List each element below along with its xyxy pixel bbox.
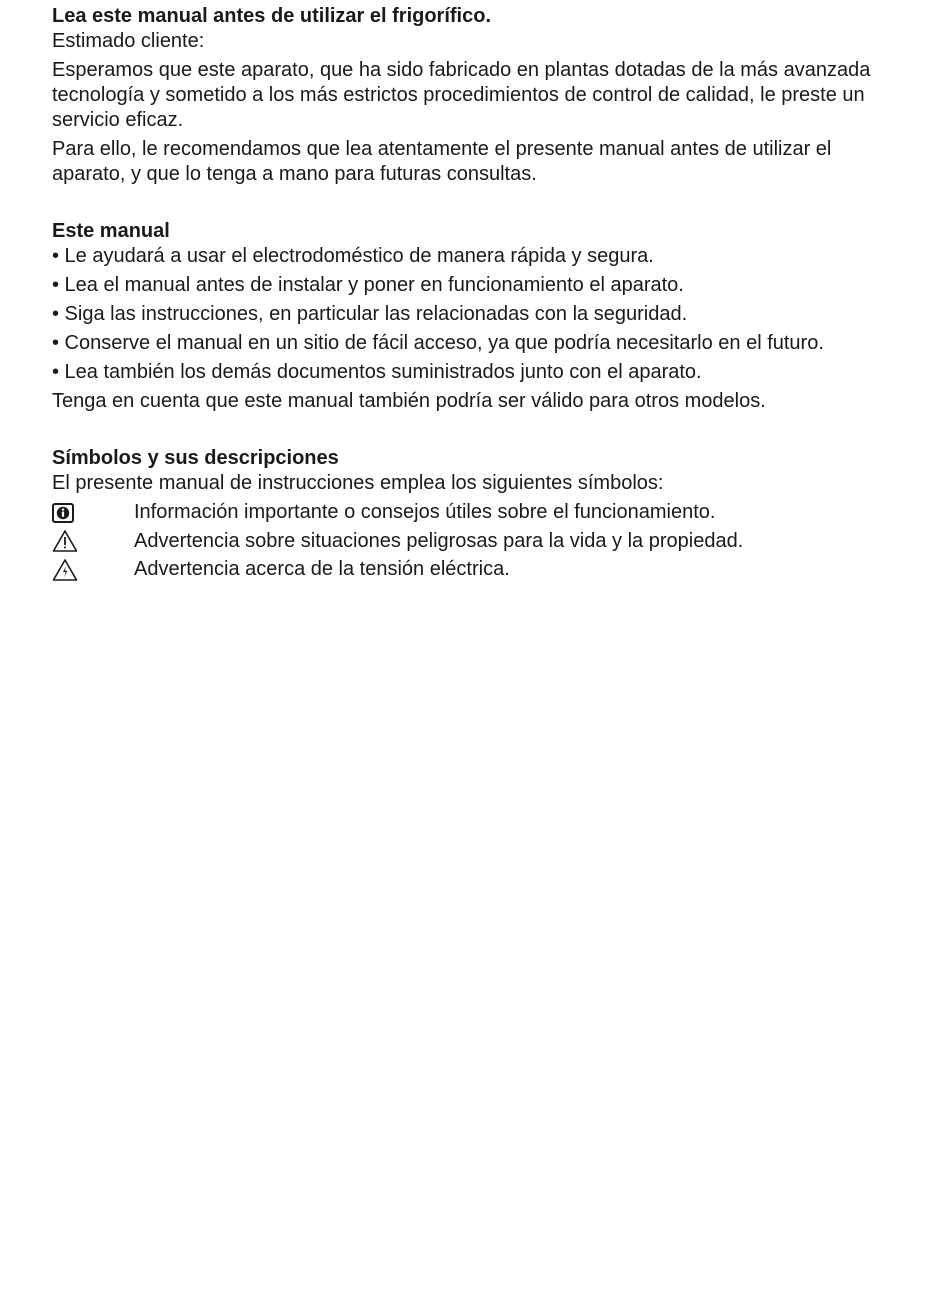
symbol-row-info — [52, 500, 902, 529]
symbol-row-electric — [52, 557, 902, 586]
symbols-intro: El presente manual de instrucciones emplea los siguientes símbolos: — [52, 472, 664, 494]
manual-bullet-list — [52, 244, 902, 385]
symbol-description: Advertencia sobre situaciones peligrosas para la vida y la propiedad. — [134, 529, 744, 552]
manual-page — [52, 4, 902, 586]
symbols-list — [52, 500, 902, 586]
intro-paragraph-1: Esperamos que este aparato, que ha sido fabricado en plantas dotadas de la más avanzada tecnología y sometido a los más estrictos procedimientos de control de calidad, le preste un servicio eficaz. — [52, 59, 871, 131]
list-item: • Conserve el manual en un sitio de fácil acceso, ya que podría necesitarlo en el futuro. — [52, 332, 824, 354]
section-title-manual: Este manual — [52, 220, 170, 242]
warning-triangle-icon — [52, 529, 134, 554]
symbol-row-warning — [52, 529, 902, 558]
models-note: Tenga en cuenta que este manual también podría ser válido para otros modelos. — [52, 390, 766, 412]
symbol-description: Advertencia acerca de la tensión eléctrica. — [134, 558, 510, 580]
electric-warning-icon — [52, 557, 134, 582]
section-title-symbols: Símbolos y sus descripciones — [52, 447, 339, 469]
greeting: Estimado cliente: — [52, 30, 205, 52]
symbol-description: Información importante o consejos útiles sobre el funcionamiento. — [134, 501, 716, 523]
list-item: • Le ayudará a usar el electrodoméstico de manera rápida y segura. — [52, 245, 654, 267]
list-item: • Lea también los demás documentos suministrados junto con el aparato. — [52, 361, 702, 383]
intro-paragraph-2: Para ello, le recomendamos que lea atentamente el presente manual antes de utilizar el aparato, y que lo tenga a mano para futuras consultas. — [52, 138, 832, 185]
info-icon — [52, 500, 134, 525]
list-item: • Siga las instrucciones, en particular las relacionadas con la seguridad. — [52, 303, 688, 325]
page-title: Lea este manual antes de utilizar el frigorífico. — [52, 5, 492, 27]
list-item: • Lea el manual antes de instalar y poner en funcionamiento el aparato. — [52, 274, 684, 296]
